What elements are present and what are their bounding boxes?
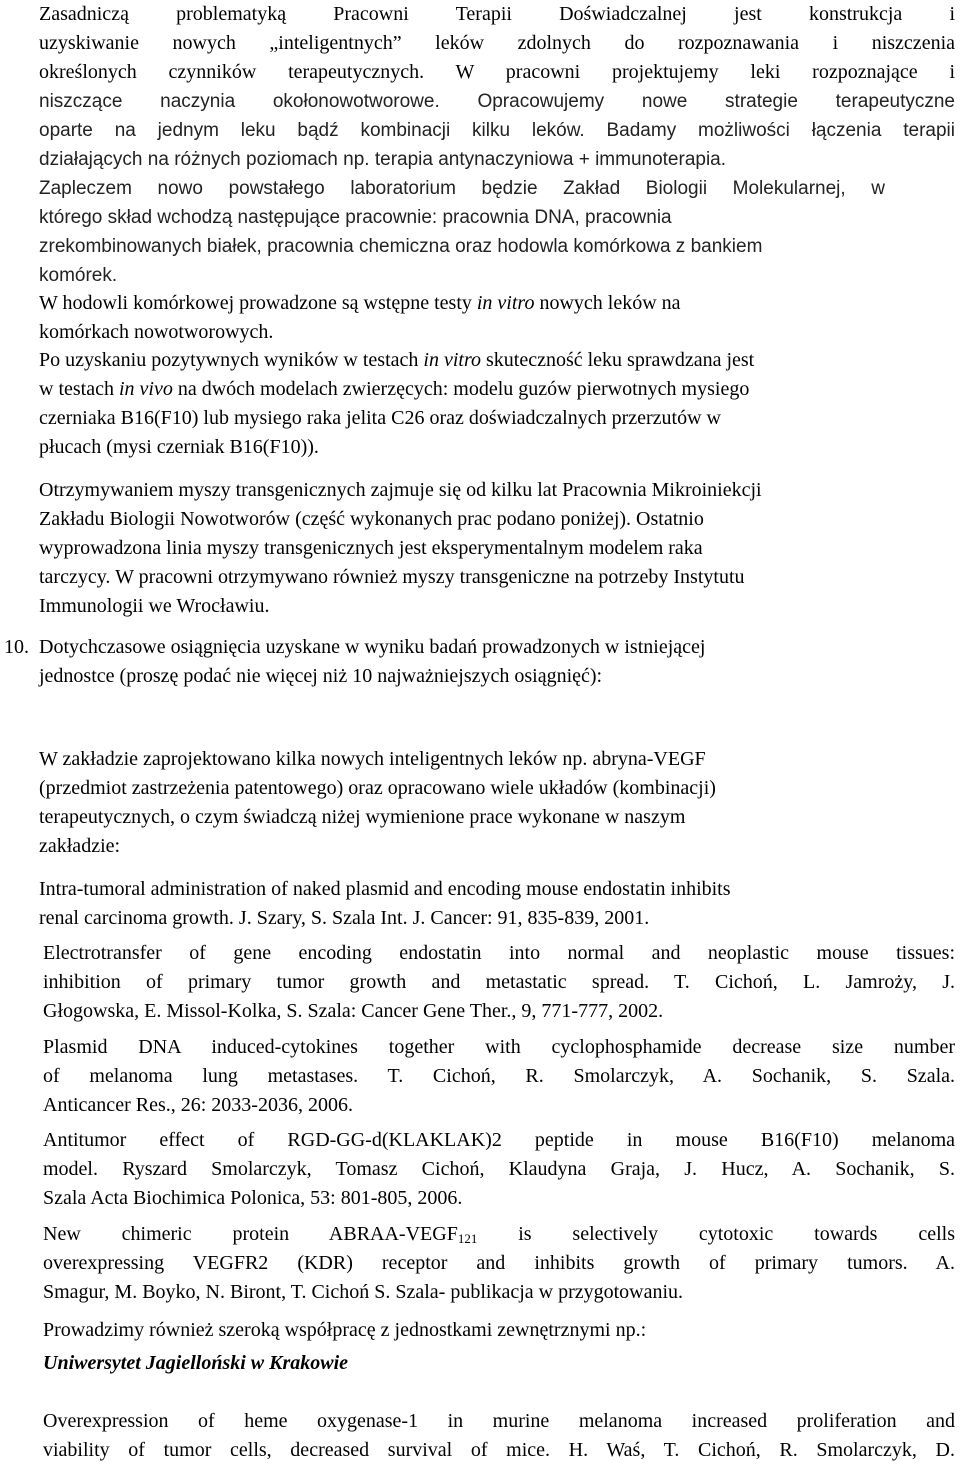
text-line: terapeutycznych, o czym świadczą niżej wymienione prace wykonane w naszym bbox=[39, 806, 686, 828]
text-line: Immunologii we Wrocławiu. bbox=[39, 595, 270, 617]
publication-item bbox=[43, 939, 955, 1026]
hodowla-paragraph bbox=[39, 289, 955, 347]
publication-item bbox=[43, 1220, 955, 1307]
text-run: is selectively cytotoxic towards cells bbox=[477, 1223, 955, 1245]
text-run: skuteczność leku sprawdzana jest bbox=[480, 349, 755, 371]
text-line: działających na różnych poziomach np. terapia antynaczyniowa + immunoterapia. bbox=[39, 149, 727, 170]
text-line: Zasadniczą problematyką Pracowni Terapii Doświadczalnej jest konstrukcja i bbox=[39, 3, 955, 25]
text-line bbox=[39, 289, 955, 318]
text-line: Electrotransfer of gene encoding endostatin into normal and neoplastic mouse tissues: bbox=[43, 942, 955, 964]
text-line: czerniaka B16(F10) lub mysiego raka jelita C26 oraz doświadczalnych przerzutów w bbox=[39, 407, 721, 429]
publication-item bbox=[39, 875, 955, 933]
text-line: Plasmid DNA induced-cytokines together with cyclophosphamide decrease size number bbox=[43, 1036, 955, 1058]
publication-item bbox=[43, 1126, 955, 1213]
text-line: Zakładu Biologii Nowotworów (część wykonanych prac podano poniżej). Ostatnio bbox=[39, 508, 704, 530]
text-line: W zakładzie zaprojektowano kilka nowych inteligentnych leków np. abryna-VEGF bbox=[39, 748, 706, 770]
section-number: 10. bbox=[4, 636, 29, 658]
text-line: niszczące naczynia okołonowotworowe. Opracowujemy nowe strategie terapeutyczne bbox=[39, 91, 955, 112]
text-line: którego skład wchodzą następujące pracownie: pracownia DNA, pracownia bbox=[39, 207, 672, 228]
section-heading bbox=[39, 633, 955, 691]
text-run: New chimeric protein ABRAA-VEGF bbox=[43, 1223, 458, 1245]
text-line: zakładzie: bbox=[39, 835, 121, 857]
text-line: określonych czynników terapeutycznych. W pracowni projektujemy leki rozpoznające i bbox=[39, 61, 955, 83]
zaklad-paragraph bbox=[39, 745, 955, 861]
text-line: (przedmiot zastrzeżenia patentowego) oraz opracowano wiele układów (kombinacji) bbox=[39, 777, 716, 799]
subscript: 121 bbox=[457, 1231, 478, 1246]
text-run: w testach bbox=[39, 378, 119, 400]
italic-term: in vivo bbox=[118, 378, 173, 400]
text-run: W hodowli komórkowej prowadzone są wstępne testy bbox=[39, 292, 477, 314]
publication-item bbox=[43, 1407, 955, 1465]
text-line: Głogowska, E. Missol-Kolka, S. Szala: Cancer Gene Ther., 9, 771-777, 2002. bbox=[43, 1000, 664, 1022]
text-line: tarczycy. W pracowni otrzymywano również myszy transgeniczne na potrzeby Instytutu bbox=[39, 566, 745, 588]
text-line: wyprowadzona linia myszy transgenicznych jest eksperymentalnym modelem raka bbox=[39, 537, 703, 559]
text-line: Prowadzimy również szeroką współpracę z jednostkami zewnętrznymi np.: bbox=[43, 1319, 647, 1341]
intro-serif-block bbox=[39, 0, 955, 87]
text-line bbox=[39, 375, 955, 404]
intro-sans-block bbox=[39, 87, 955, 290]
text-line: komórkach nowotworowych. bbox=[39, 321, 274, 343]
text-line: Szala Acta Biochimica Polonica, 53: 801-805, 2006. bbox=[43, 1187, 463, 1209]
text-line: płucach (mysi czerniak B16(F10)). bbox=[39, 436, 319, 458]
text-line: inhibition of primary tumor growth and metastatic spread. T. Cichoń, L. Jamroży, J. bbox=[43, 971, 955, 993]
text-line: komórek. bbox=[39, 265, 118, 286]
text-line: Overexpression of heme oxygenase-1 in murine melanoma increased proliferation and bbox=[43, 1410, 955, 1432]
cooperation-line bbox=[43, 1316, 955, 1345]
italic-term: in vitro bbox=[423, 349, 481, 371]
publication-item bbox=[43, 1033, 955, 1120]
text-line: oparte na jednym leku bądź kombinacji kilku leków. Badamy możliwości łączenia terapii bbox=[39, 120, 955, 141]
university-heading: Uniwersytet Jagielloński w Krakowie bbox=[43, 1352, 349, 1374]
text-run: na dwóch modelach zwierzęcych: modelu guzów pierwotnych mysiego bbox=[172, 378, 750, 400]
text-run: Po uzyskaniu pozytywnych wyników w testach bbox=[39, 349, 424, 371]
text-line: viability of tumor cells, decreased survival of mice. H. Waś, T. Cichoń, R. Smolarczyk, D. bbox=[43, 1439, 955, 1461]
text-line: uzyskiwanie nowych „inteligentnych” leków zdolnych do rozpoznawania i niszczenia bbox=[39, 32, 955, 54]
invivo-paragraph bbox=[39, 346, 955, 462]
text-line: Zapleczem nowo powstałego laboratorium będzie Zakład Biologii Molekularnej, w bbox=[39, 178, 885, 199]
text-line: model. Ryszard Smolarczyk, Tomasz Cichoń, Klaudyna Graja, J. Hucz, A. Sochanik, S. bbox=[43, 1158, 955, 1180]
text-line: Otrzymywaniem myszy transgenicznych zajmuje się od kilku lat Pracownia Mikroiniekcji bbox=[39, 479, 762, 501]
text-line bbox=[43, 1220, 955, 1249]
text-line: renal carcinoma growth. J. Szary, S. Szala Int. J. Cancer: 91, 835-839, 2001. bbox=[39, 907, 650, 929]
italic-term: in vitro bbox=[476, 292, 535, 314]
text-line: Anticancer Res., 26: 2033-2036, 2006. bbox=[43, 1094, 353, 1116]
text-line: of melanoma lung metastases. T. Cichoń, R. Smolarczyk, A. Sochanik, S. Szala. bbox=[43, 1065, 955, 1087]
text-line: Smagur, M. Boyko, N. Biront, T. Cichoń S. Szala- publikacja w przygotowaniu. bbox=[43, 1281, 684, 1303]
text-line bbox=[39, 346, 955, 375]
text-line: jednostce (proszę podać nie więcej niż 10 najważniejszych osiągnięć): bbox=[39, 665, 603, 687]
text-run: nowych leków na bbox=[534, 292, 681, 314]
transgenic-paragraph bbox=[39, 476, 955, 621]
text-line: Antitumor effect of RGD-GG-d(KLAKLAK)2 peptide in mouse B16(F10) melanoma bbox=[43, 1129, 955, 1151]
text-line: zrekombinowanych białek, pracownia chemiczna oraz hodowla komórkowa z bankiem bbox=[39, 236, 763, 257]
text-line: overexpressing VEGFR2 (KDR) receptor and inhibits growth of primary tumors. A. bbox=[43, 1252, 955, 1274]
text-line: Intra-tumoral administration of naked plasmid and encoding mouse endostatin inhibits bbox=[39, 878, 731, 900]
text-line: Dotychczasowe osiągnięcia uzyskane w wyniku badań prowadzonych w istniejącej bbox=[39, 636, 706, 658]
